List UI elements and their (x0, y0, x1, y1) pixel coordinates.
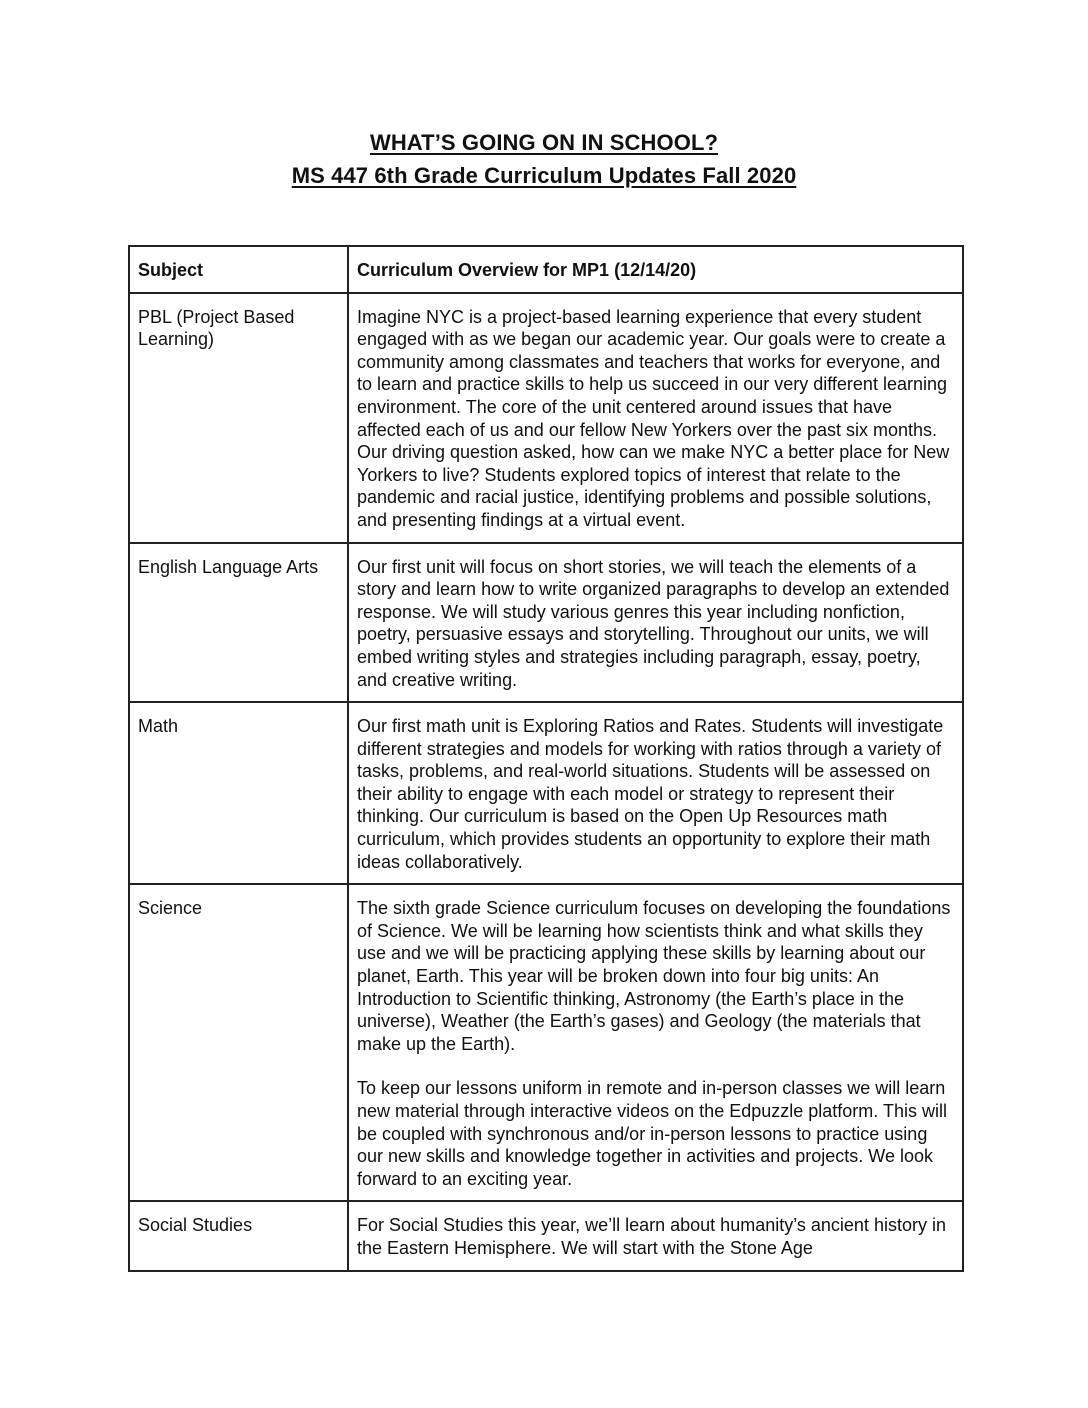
overview-cell (348, 1201, 963, 1270)
overview-paragraph: Imagine NYC is a project-based learning experience that every student engaged with as we began our academic year. Our goals were to create a community among classmates and teachers that works for everyone, and to learn and practice skills to help us succeed in our very different learning environment. The core of the unit centered around issues that have affected each of us and our fellow New Yorkers over the past six months. Our driving question asked, how can we make NYC a better place for New Yorkers to live? Students explored topics of interest that relate to the pandemic and racial justice, identifying problems and possible solutions, and presenting findings at a virtual event. (357, 306, 950, 530)
curriculum-table (128, 245, 964, 1272)
table-row-science (129, 884, 963, 1201)
overview-cell (348, 543, 963, 703)
table-row-pbl (129, 293, 963, 543)
overview-paragraph: Our first unit will focus on short stories, we will teach the elements of a story and learn how to write organized paragraphs to develop an extended response. We will study various genres this year including nonfiction, poetry, persuasive essays and storytelling. Throughout our units, we will embed writing styles and strategies including paragraph, essay, poetry, and creative writing. (357, 556, 950, 690)
subject-column-header: Subject (129, 246, 348, 293)
subject-cell: Social Studies (129, 1201, 348, 1270)
document-title: WHAT’S GOING ON IN SCHOOL? (369, 130, 719, 155)
overview-cell (348, 702, 963, 884)
subject-cell: PBL (Project Based Learning) (129, 293, 348, 543)
table-header-row (129, 246, 963, 293)
subject-cell: Science (129, 884, 348, 1201)
table-row-english-language-arts (129, 543, 963, 703)
document-subtitle: MS 447 6th Grade Curriculum Updates Fall 2020 (291, 163, 797, 188)
overview-paragraph: The sixth grade Science curriculum focuses on developing the foundations of Science. We will be learning how scientists think and what skills they use and we will be practicing applying these skills by learning about our planet, Earth. This year will be broken down into four big units: An Introduction to Scientific thinking, Astronomy (the Earth’s place in the universe), Weather (the Earth’s gases) and Geology (the materials that make up the Earth). (357, 898, 951, 1054)
subject-cell: Math (129, 702, 348, 884)
table-row-social-studies (129, 1201, 963, 1270)
overview-paragraph: To keep our lessons uniform in remote and in-person classes we will learn new material through interactive videos on the Edpuzzle platform. This will be coupled with synchronous and/or in-person lessons to practice using our new skills and knowledge together in activities and projects. We look forward to an exciting year. (357, 1078, 947, 1189)
overview-paragraph: For Social Studies this year, we’ll learn about humanity’s ancient history in the Eastern Hemisphere. We will start with the Stone Age (357, 1215, 946, 1258)
subject-cell: English Language Arts (129, 543, 348, 703)
table-row-math (129, 702, 963, 884)
overview-column-header: Curriculum Overview for MP1 (12/14/20) (348, 246, 963, 293)
overview-paragraph: Our first math unit is Exploring Ratios and Rates. Students will investigate different strategies and models for working with ratios through a variety of tasks, problems, and real-world situations. Students will be assessed on their ability to engage with each model or strategy to represent their thinking. Our curriculum is based on the Open Up Resources math curriculum, which provides students an opportunity to explore their math ideas collaboratively. (357, 716, 944, 872)
overview-cell (348, 293, 963, 543)
overview-cell (348, 884, 963, 1201)
